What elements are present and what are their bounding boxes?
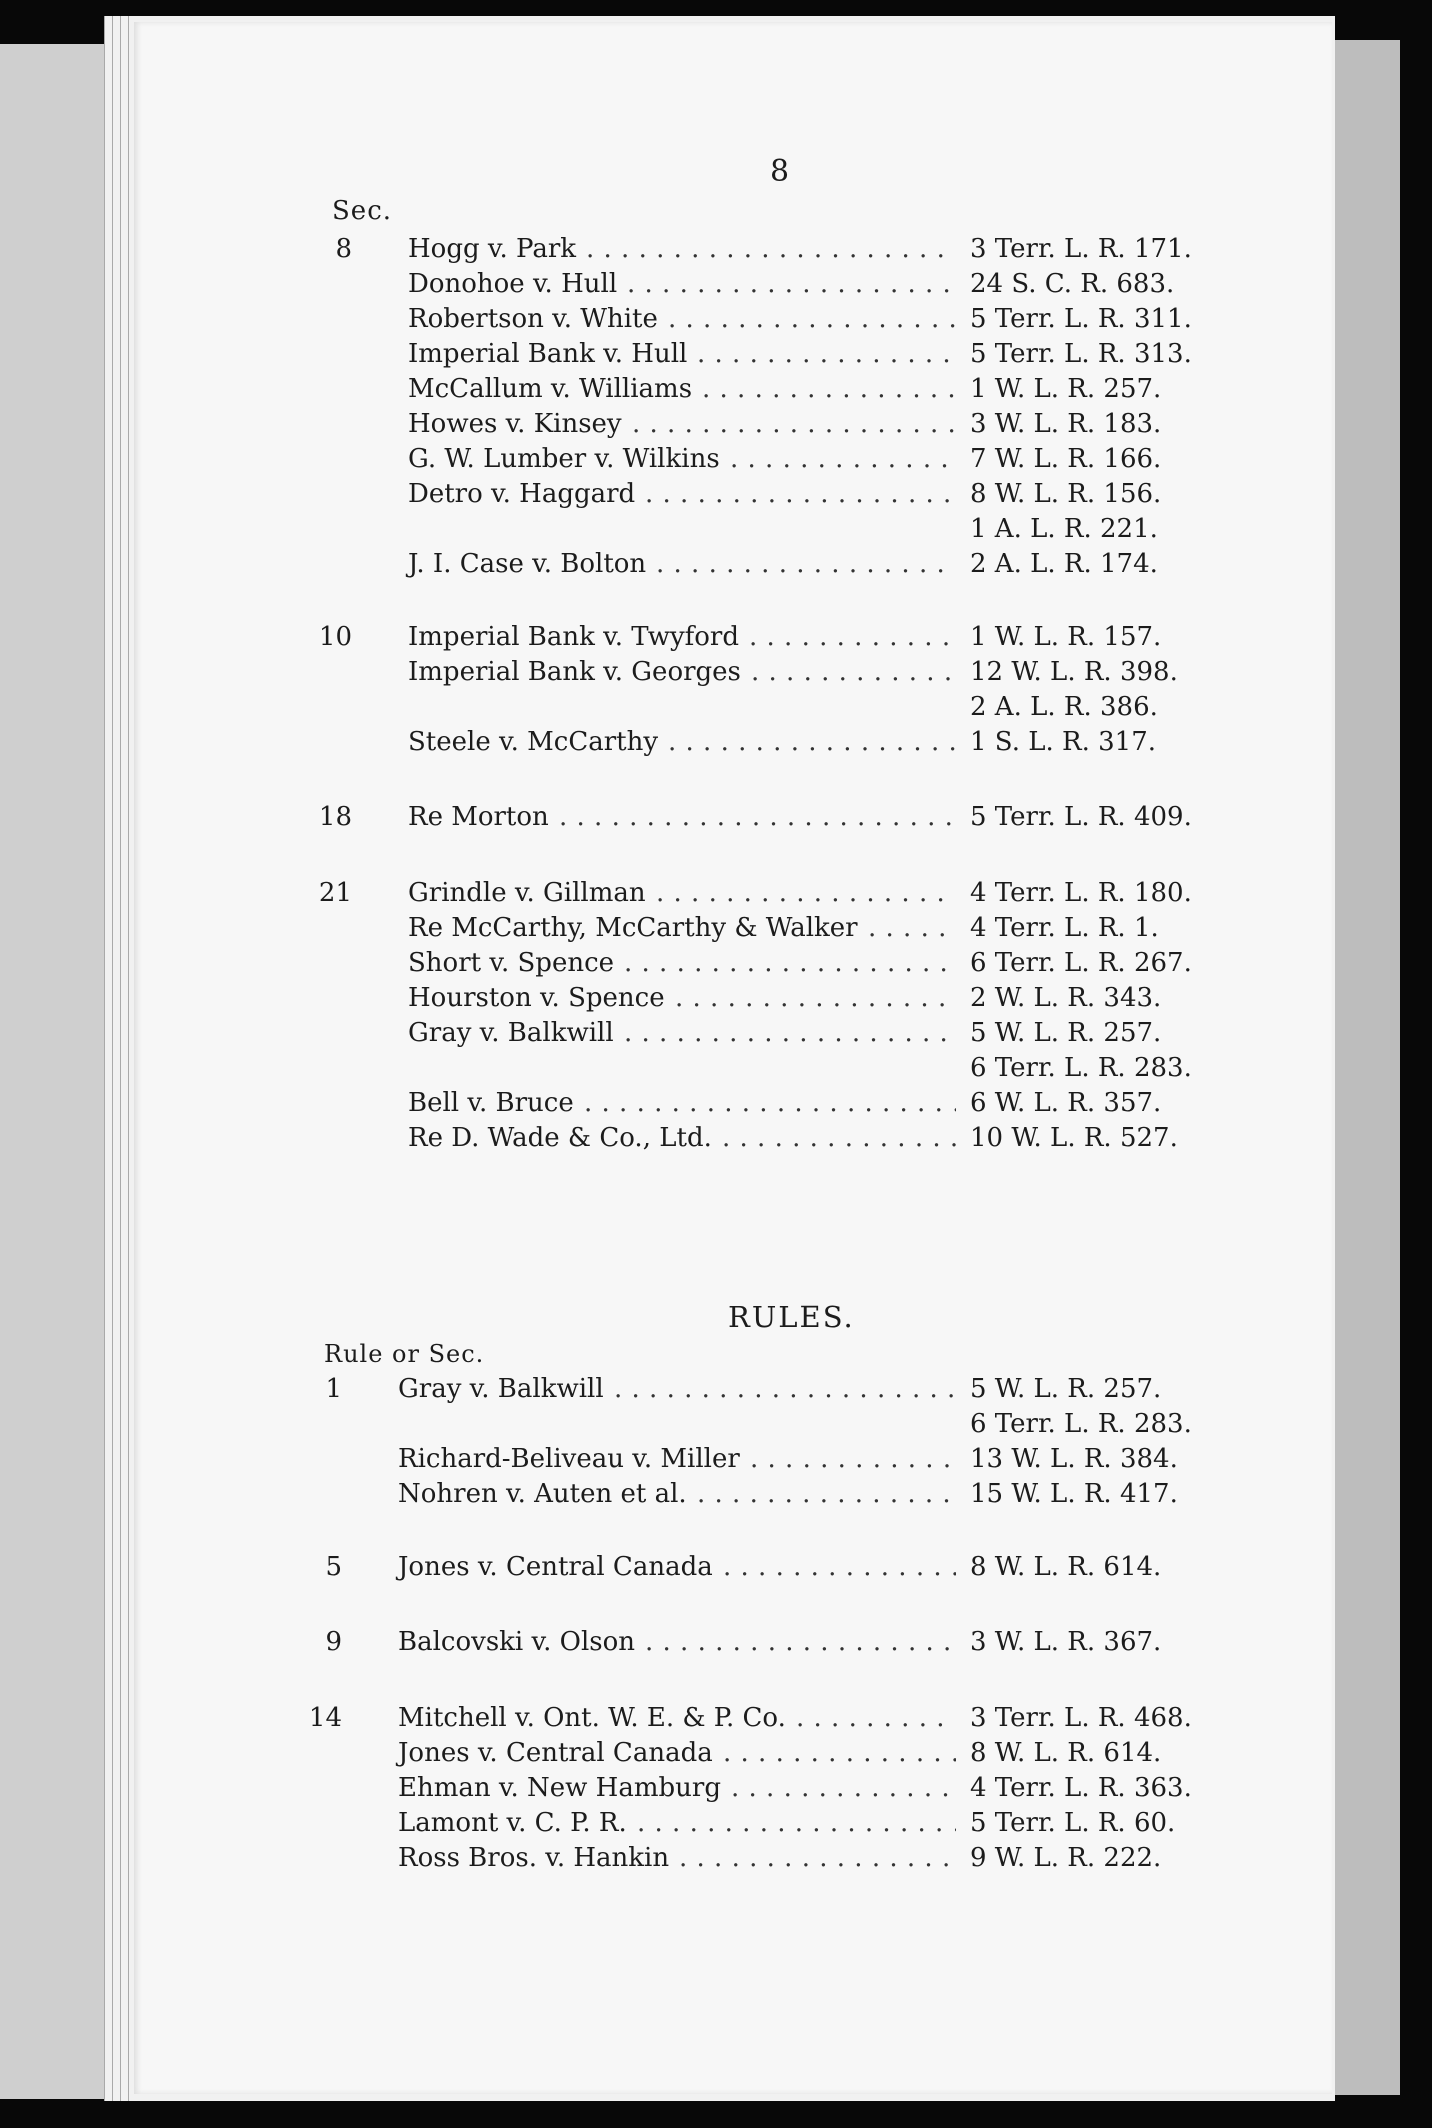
report-citation: 12 W. L. R. 398. [970,657,1178,687]
report-citation: 6 W. L. R. 357. [970,1088,1162,1118]
case-name: Re McCarthy, McCarthy & Walker [408,913,858,943]
citation-row [0,1477,1300,1511]
case-name: G. W. Lumber v. Wilkins [408,444,720,474]
case-name: Short v. Spence [408,948,615,978]
case-name: Bell v. Bruce [408,1088,574,1118]
dot-leader [868,911,956,945]
case-name: Balcovski v. Olson [398,1627,636,1657]
report-citation: 5 Terr. L. R. 311. [970,304,1192,334]
dot-leader [675,981,956,1015]
citation-row [0,690,1300,724]
report-citation: 4 Terr. L. R. 1. [970,913,1159,943]
citation-row [0,1372,1300,1406]
report-citation: 1 W. L. R. 157. [970,622,1162,652]
dot-leader [668,725,956,759]
citation-row [0,547,1300,581]
citation-row [0,1701,1300,1735]
citation-row [0,1806,1300,1840]
section-number: 5 [325,1552,342,1582]
report-citation: 9 W. L. R. 222. [970,1843,1162,1873]
citation-row [0,1016,1300,1050]
section-number: 10 [318,622,352,652]
report-citation: 5 Terr. L. R. 313. [970,339,1192,369]
citation-row [0,337,1300,371]
case-name: Steele v. McCarthy [408,727,659,757]
dot-leader [697,1477,956,1511]
report-citation: 5 Terr. L. R. 409. [970,802,1192,832]
dot-leader [723,1736,956,1770]
case-name: Re Morton [408,802,549,832]
dot-leader [586,232,956,266]
citation-row [0,1550,1300,1584]
report-citation: 7 W. L. R. 166. [970,444,1162,474]
citation-row [0,442,1300,476]
report-citation: 3 Terr. L. R. 468. [970,1703,1192,1733]
dot-leader [559,800,956,834]
report-citation: 1 A. L. R. 221. [970,514,1158,544]
dot-leader [668,302,956,336]
section-column-heading: Sec. [332,196,393,226]
report-citation: 5 Terr. L. R. 60. [970,1808,1176,1838]
citation-row [0,620,1300,654]
report-citation: 3 W. L. R. 367. [970,1627,1162,1657]
citation-row [0,1121,1300,1155]
citation-row [0,372,1300,406]
report-citation: 3 Terr. L. R. 171. [970,234,1192,264]
report-citation: 2 A. L. R. 174. [970,549,1158,579]
case-name: Nohren v. Auten et al. [398,1479,687,1509]
report-citation: 1 S. L. R. 317. [970,727,1157,757]
report-citation: 4 Terr. L. R. 180. [970,878,1192,908]
citation-row [0,1736,1300,1770]
report-citation: 8 W. L. R. 614. [970,1738,1162,1768]
report-citation: 6 Terr. L. R. 283. [970,1053,1192,1083]
citation-row [0,477,1300,511]
citation-row [0,267,1300,301]
report-citation: 6 Terr. L. R. 283. [970,1409,1192,1439]
dot-leader [731,1771,956,1805]
report-citation: 15 W. L. R. 417. [970,1479,1178,1509]
section-number: 8 [335,234,352,264]
case-name: Re D. Wade & Co., Ltd. [408,1123,712,1153]
dot-leader [627,267,956,301]
dot-leader [645,477,956,511]
dot-leader [722,1121,956,1155]
case-name: Imperial Bank v. Hull [408,339,688,369]
dot-leader [796,1701,956,1735]
dot-leader [750,1442,956,1476]
report-citation: 3 W. L. R. 183. [970,409,1162,439]
dot-leader [645,1625,956,1659]
case-name: Hogg v. Park [408,234,577,264]
dot-leader [624,946,956,980]
citation-row [0,302,1300,336]
report-citation: 13 W. L. R. 384. [970,1444,1178,1474]
case-name: Ross Bros. v. Hankin [398,1843,670,1873]
case-name: Donohoe v. Hull [408,269,618,299]
report-citation: 5 W. L. R. 257. [970,1374,1162,1404]
citation-row [0,946,1300,980]
dot-leader [751,655,956,689]
dot-leader [632,407,956,441]
case-name: Jones v. Central Canada [398,1738,713,1768]
case-name: Hourston v. Spence [408,983,665,1013]
case-name: Robertson v. White [408,304,658,334]
dot-leader [723,1550,956,1584]
case-name: Ehman v. New Hamburg [398,1773,721,1803]
citation-row [0,1086,1300,1120]
report-citation: 2 W. L. R. 343. [970,983,1162,1013]
case-name: Gray v. Balkwill [408,1018,614,1048]
citation-row [0,725,1300,759]
citation-row [0,1625,1300,1659]
dot-leader [749,620,956,654]
dot-leader [656,547,956,581]
section-number: 18 [318,802,352,832]
section-number: 1 [325,1374,342,1404]
report-citation: 4 Terr. L. R. 363. [970,1773,1192,1803]
dot-leader [702,372,956,406]
citation-row [0,1407,1300,1441]
report-citation: 5 W. L. R. 257. [970,1018,1162,1048]
report-citation: 8 W. L. R. 156. [970,479,1162,509]
case-name: Grindle v. Gillman [408,878,646,908]
citation-row [0,655,1300,689]
report-citation: 6 Terr. L. R. 267. [970,948,1192,978]
report-citation: 24 S. C. R. 683. [970,269,1175,299]
case-name: Howes v. Kinsey [408,409,622,439]
case-name: Imperial Bank v. Twyford [408,622,739,652]
citation-row [0,1771,1300,1805]
citation-row [0,1051,1300,1085]
report-citation: 1 W. L. R. 257. [970,374,1162,404]
dot-leader [637,1806,956,1840]
case-name: Jones v. Central Canada [398,1552,713,1582]
dot-leader [730,442,956,476]
citation-row [0,232,1300,266]
citation-row [0,876,1300,910]
citation-row [0,800,1300,834]
report-citation: 2 A. L. R. 386. [970,692,1158,722]
rule-column-heading: Rule or Sec. [324,1340,485,1368]
citation-row [0,407,1300,441]
dot-leader [679,1841,956,1875]
dot-leader [697,337,956,371]
case-name: Mitchell v. Ont. W. E. & P. Co. [398,1703,786,1733]
case-name: Detro v. Haggard [408,479,636,509]
citation-row [0,1841,1300,1875]
report-citation: 8 W. L. R. 614. [970,1552,1162,1582]
dot-leader [584,1086,956,1120]
case-name: Richard-Beliveau v. Miller [398,1444,740,1474]
report-citation: 10 W. L. R. 527. [970,1123,1178,1153]
section-number: 9 [325,1627,342,1657]
section-number: 21 [318,878,352,908]
dot-leader [656,876,956,910]
citation-row [0,512,1300,546]
dot-leader [614,1372,956,1406]
case-name: Lamont v. C. P. R. [398,1808,627,1838]
case-name: Gray v. Balkwill [398,1374,604,1404]
case-name: McCallum v. Williams [408,374,693,404]
page-number: 8 [770,154,790,189]
case-name: Imperial Bank v. Georges [408,657,741,687]
rules-title: RULES. [728,1300,855,1334]
section-number: 14 [308,1703,342,1733]
case-name: J. I. Case v. Bolton [408,549,647,579]
citation-row [0,1442,1300,1476]
dot-leader [624,1016,956,1050]
citation-row [0,981,1300,1015]
citation-row [0,911,1300,945]
